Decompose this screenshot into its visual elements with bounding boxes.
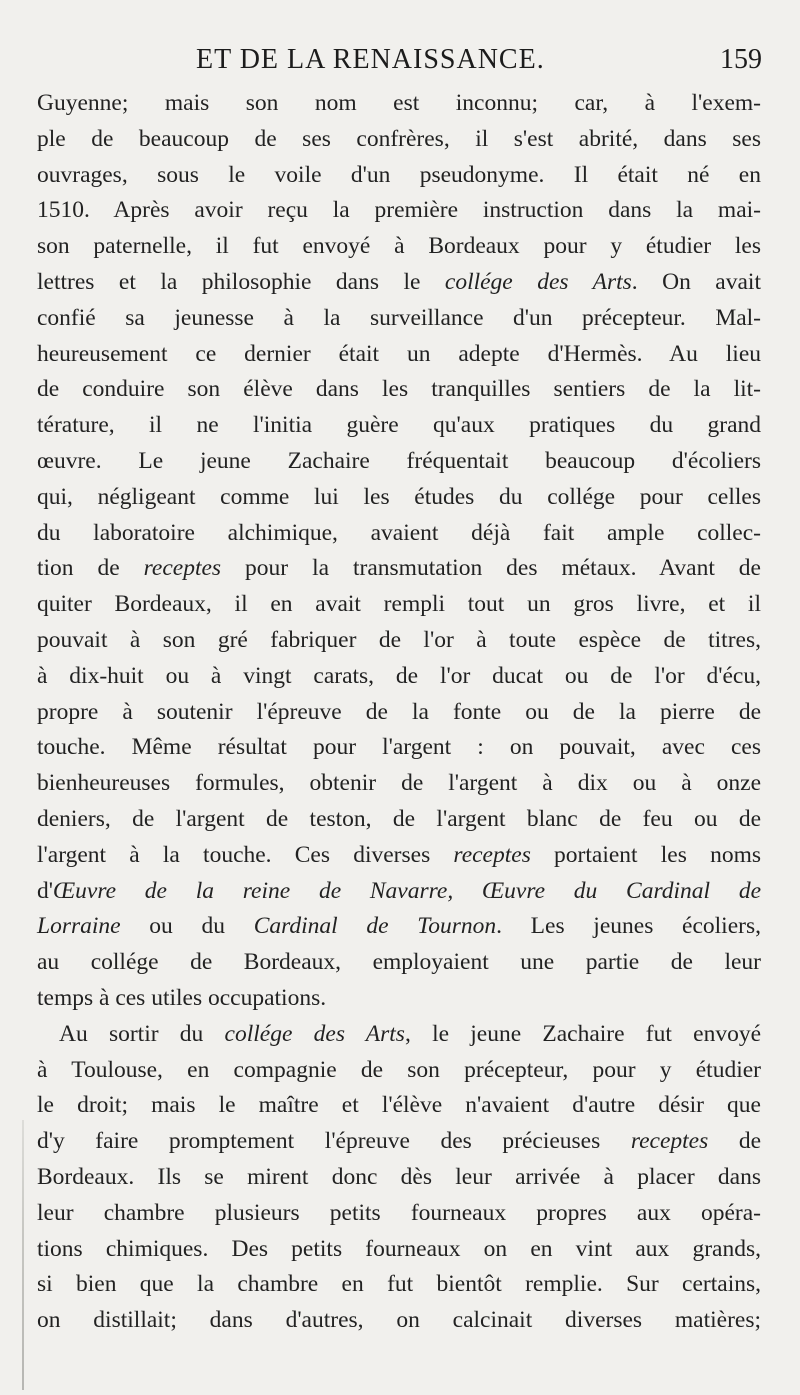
text-segment: heureusement ce dernier était un adepte d'Hermès. Au lieu [37, 340, 761, 367]
text-line [37, 802, 761, 838]
text-line [37, 909, 761, 945]
running-title: ET DE LA RENAISSANCE. [196, 44, 545, 75]
text-segment: . On avait [631, 268, 761, 295]
text-line [37, 838, 761, 874]
text-segment: à Toulouse, en compagnie de son précepteur, pour y étudier [37, 1056, 761, 1083]
text-segment: le droit; mais le maître et l'élève n'avaient d'autre désir que [37, 1092, 761, 1119]
text-line [37, 301, 761, 337]
text-line [37, 695, 761, 731]
text-segment: du laboratoire alchimique, avaient déjà fait ample collec- [37, 519, 761, 546]
text-segment: d'y faire promptement l'épreuve des précieuses [37, 1128, 631, 1155]
text-segment: . Les jeunes écoliers, [496, 913, 761, 940]
text-line [37, 337, 761, 373]
text-line [37, 551, 761, 587]
text-segment: quiter Bordeaux, il en avait rempli tout un gros livre, et il [37, 591, 761, 618]
text-segment: pour la transmutation des métaux. Avant de [221, 555, 761, 582]
text-line [37, 1053, 761, 1089]
text-segment: d' [37, 877, 53, 904]
italic-text: collége des Arts [444, 268, 632, 295]
italic-text: receptes [143, 555, 222, 582]
text-segment: , le jeune Zachaire fut envoyé [404, 1020, 762, 1047]
text-segment: à dix-huit ou à vingt carats, de l'or ducat ou de l'or d'écu, [37, 662, 761, 689]
text-segment: temps à ces utiles occupations. [37, 984, 327, 1011]
text-line [37, 265, 761, 301]
text-segment: touche. Même résultat pour l'argent : on pouvait, avec ces [37, 734, 761, 761]
text-line [37, 408, 761, 444]
text-segment: Guyenne; mais son nom est inconnu; car, à l'exem- [37, 90, 761, 116]
text-segment: Au sortir du [59, 1020, 225, 1047]
text-segment: lettres et la philosophie dans le [37, 268, 445, 295]
text-line [37, 981, 761, 1017]
text-line [37, 122, 761, 158]
text-segment: 1510. Après avoir reçu la première instruction dans la mai- [37, 197, 761, 224]
text-segment: ouvrages, sous le voile d'un pseudonyme. Il était né en [37, 161, 761, 188]
text-segment: leur chambre plusieurs petits fourneaux propres aux opéra- [37, 1199, 761, 1226]
text-segment: ple de beaucoup de ses confrères, il s'est abrité, dans ses [37, 125, 761, 152]
text-line [37, 229, 761, 265]
text-line [37, 1196, 761, 1232]
text-line [37, 516, 761, 552]
text-segment: de conduire son élève dans les tranquilles sentiers de la lit- [37, 376, 761, 403]
text-line [37, 1232, 761, 1268]
italic-text: Œuvre de la reine de Navarre, Œuvre du Cardinal de [52, 877, 761, 904]
text-line [37, 766, 761, 802]
text-segment: térature, il ne l'initia guère qu'aux pratiques du grand [37, 412, 761, 439]
text-segment: propre à soutenir l'épreuve de la fonte ou de la pierre de [37, 698, 761, 725]
text-line [37, 158, 761, 194]
text-line [37, 1017, 761, 1053]
text-segment: on distillait; dans d'autres, on calcinait diverses matières; [37, 1307, 761, 1334]
text-segment: confié sa jeunesse à la surveillance d'un précepteur. Mal- [37, 304, 761, 331]
text-line [37, 623, 761, 659]
text-line [37, 1303, 761, 1339]
text-line [37, 659, 761, 695]
text-line [37, 730, 761, 766]
text-line [37, 1267, 761, 1303]
text-line [37, 587, 761, 623]
text-segment: qui, négligeant comme lui les études du collége pour celles [37, 483, 761, 510]
text-segment: son paternelle, il fut envoyé à Bordeaux pour y étudier les [37, 233, 761, 260]
text-line [37, 1124, 761, 1160]
text-line [37, 945, 761, 981]
text-segment: pouvait à son gré fabriquer de l'or à toute espèce de titres, [37, 626, 761, 653]
italic-text: receptes [453, 841, 531, 868]
text-line [37, 372, 761, 408]
body-text [37, 86, 761, 1339]
running-header [0, 44, 800, 80]
italic-text: collége des Arts [224, 1020, 405, 1047]
text-segment: bienheureuses formules, obtenir de l'argent à dix ou à onze [37, 770, 761, 797]
text-line [37, 444, 761, 480]
text-segment: deniers, de l'argent de teston, de l'argent blanc de feu ou de [37, 805, 761, 832]
text-line [37, 1160, 761, 1196]
italic-text: Lorraine [37, 913, 121, 940]
text-segment: tion de [37, 555, 144, 582]
margin-shadow [22, 1120, 24, 1390]
text-segment: de [708, 1128, 761, 1155]
text-segment: œuvre. Le jeune Zachaire fréquentait beaucoup d'écoliers [37, 447, 761, 474]
text-segment: ou du [120, 913, 254, 940]
text-segment: au collége de Bordeaux, employaient une partie de leur [37, 949, 761, 976]
italic-text: Cardinal de Tournon [253, 913, 497, 940]
text-line [37, 86, 761, 122]
text-line [37, 193, 761, 229]
page-number: 159 [720, 44, 762, 75]
text-line [37, 480, 761, 516]
text-segment: si bien que la chambre en fut bientôt remplie. Sur certains, [37, 1271, 761, 1298]
text-segment: tions chimiques. Des petits fourneaux on en vint aux grands, [37, 1235, 761, 1262]
italic-text: receptes [630, 1128, 709, 1155]
text-segment: portaient les noms [530, 841, 761, 868]
text-line [37, 1088, 761, 1124]
text-line [37, 874, 761, 910]
text-segment: Bordeaux. Ils se mirent donc dès leur arrivée à placer dans [37, 1163, 761, 1190]
text-segment: l'argent à la touche. Ces diverses [37, 841, 454, 868]
